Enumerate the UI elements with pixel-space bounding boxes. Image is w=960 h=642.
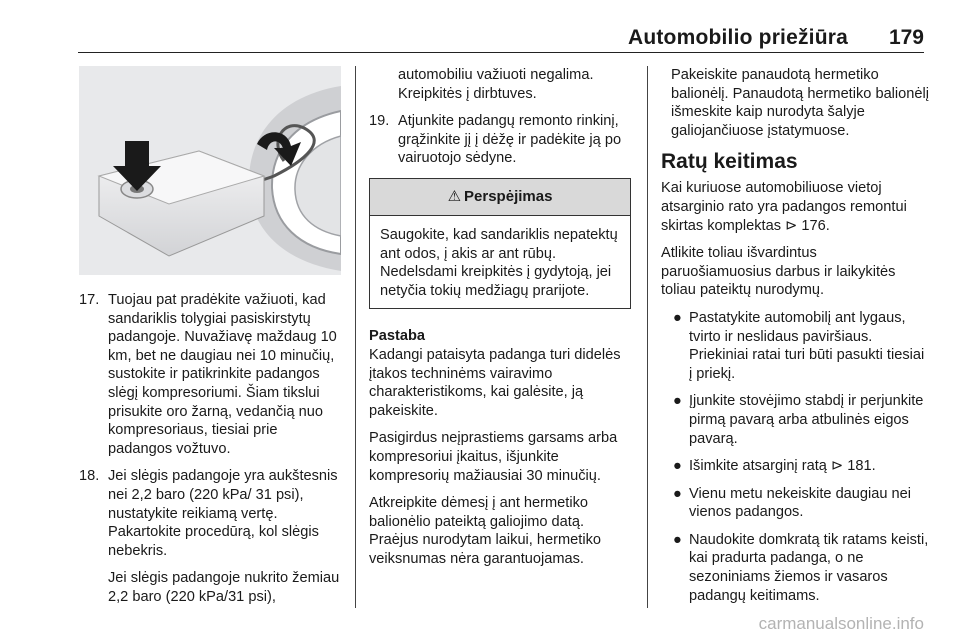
bullet-item <box>661 531 929 605</box>
column-divider-right <box>647 66 648 608</box>
step-18-continuation: Jei slėgis padangoje nukrito žemiau 2,2 baro (220 kPa/31 psi), <box>108 570 340 605</box>
bullet-item: ● Išimkite atsarginį ratą ⊳ 181. <box>673 458 876 475</box>
middle-column <box>369 66 631 577</box>
page-ref[interactable]: 176 <box>801 217 826 234</box>
expiry-paragraph: Atkreipkite dėmesį į ant hermetiko balionėlio pateiktą galiojimo datą. Praėjus nurodytam laikui, hermetiko veiksnumas nėra garantuojamas. <box>369 495 601 567</box>
left-column <box>79 291 341 616</box>
kit-paragraph: Kai kuriuose automobiliuose vietoj atsarginio rato yra padangos remontui skirtas komplektas ⊳ 176. <box>661 180 907 234</box>
step-number: 17. <box>79 292 100 308</box>
bullet-text: Naudokite domkratą tik ratams keisti, kai pradurta padanga, o ne sezoniniams žiemos ir vasaros padangų keitimams. <box>689 531 929 604</box>
compressor-paragraph: Pasigirdus neįprastiems garsams arba kompresoriui įkaitus, išjunkite kompresorių mažiausiai 30 minučių. <box>369 430 618 484</box>
intro-paragraph: Pakeiskite panaudotą hermetiko balionėlį. Panaudotą hermetiko balionėlį išmeskite kaip nurodyta šalyje galiojančiuose įstatymuose. <box>671 67 929 139</box>
step-text: Tuojau pat pradėkite važiuoti, kad sandariklis tolygiai pasiskirstytų padangoje. Nuvažiavę maždaug 10 km, bet ne daugiau nei 10 minučių, sustokite ir patikrinkite padangos slėgį kompresoriumi. Šiam tikslui prisukite oro žarną, vedančią nuo kompresoriaus, tiesiai prie padangos vožtuvo. <box>108 292 337 457</box>
bullet-text: Vienu metu nekeiskite daugiau nei vienos padangos. <box>689 485 912 521</box>
section-heading: Ratų keitimas <box>661 150 798 174</box>
step-18 <box>79 467 341 606</box>
compressor-drawing <box>79 66 341 275</box>
bullet-text: Išimkite atsarginį ratą <box>689 458 827 475</box>
page-header <box>0 0 960 48</box>
bullet-item <box>661 309 929 383</box>
step-17 <box>79 291 341 458</box>
warning-title: Perspėjimas <box>464 187 553 205</box>
page-ref-icon: ⊳ <box>785 217 798 234</box>
bullet-text: Įjunkite stovėjimo stabdį ir perjunkite pirmą pavarą arba atbulinės eigos pavarą. <box>689 393 924 447</box>
bullet-item <box>661 485 929 522</box>
page-number: 179 <box>888 26 924 49</box>
bullet-icon: ● <box>673 393 682 410</box>
right-column <box>661 66 929 614</box>
step-text: Atjunkite padangų remonto rinkinį, grąžinkite jį į dėžę ir padėkite ją po vairuotojo sėdyne. <box>398 113 622 167</box>
bullet-icon: ● <box>673 531 682 548</box>
watermark: carmanualsonline.info <box>758 614 924 633</box>
warning-box <box>369 178 631 309</box>
step-number: 19. <box>369 113 390 130</box>
preparation-paragraph: Atlikite toliau išvardintus paruošiamuosius darbus ir laikykitės toliau pateiktų nurodymų. <box>661 245 896 299</box>
bullet-item <box>661 392 929 448</box>
warning-text: Saugokite, kad sandariklis nepatektų ant odos, į akis ar ant rūbų. Nedelsdami kreipkitės į gydytoją, jei netyčia tokių medžiagų prarijote. <box>380 226 618 299</box>
bullet-icon: ● <box>673 458 682 475</box>
step-19 <box>369 112 631 168</box>
warning-header <box>370 179 630 216</box>
step-number: 18. <box>79 468 100 485</box>
kit-text: Kai kuriuose automobiliuose vietoj atsarginio rato yra padangos remontui skirtas komplektas <box>661 180 907 234</box>
step-text: Jei slėgis padangoje yra aukštesnis nei 2,2 baro (220 kPa/ 31 psi), nustatykite reikiamą vertę. Pakartokite procedūrą, kol slėgis nebekris. <box>108 468 338 559</box>
page-ref-icon: ⊳ <box>830 458 844 475</box>
column-divider-left <box>355 66 356 608</box>
bullet-icon: ● <box>673 485 682 502</box>
note-title: Pastaba <box>369 328 425 345</box>
compressor-illustration <box>79 66 341 275</box>
note-text: Kadangi pataisyta padanga turi didelės įtakos techninėms vairavimo charakteristikoms, kai galėsite, ją pakeiskite. <box>369 346 621 419</box>
bullet-text: Pastatykite automobilį ant lygaus, tvirto ir neslidaus paviršiaus. Priekiniai ratai turi būti pasukti tiesiai į priekį. <box>689 309 925 382</box>
warning-triangle-icon: ⚠ <box>447 187 462 205</box>
continued-text: automobiliu važiuoti negalima. Kreipkitės į dirbtuves. <box>398 67 594 102</box>
bullet-icon: ● <box>673 309 682 326</box>
page-ref[interactable]: 181 <box>847 458 872 475</box>
header-rule <box>78 52 924 53</box>
page-title: Automobilio priežiūra <box>627 26 848 49</box>
